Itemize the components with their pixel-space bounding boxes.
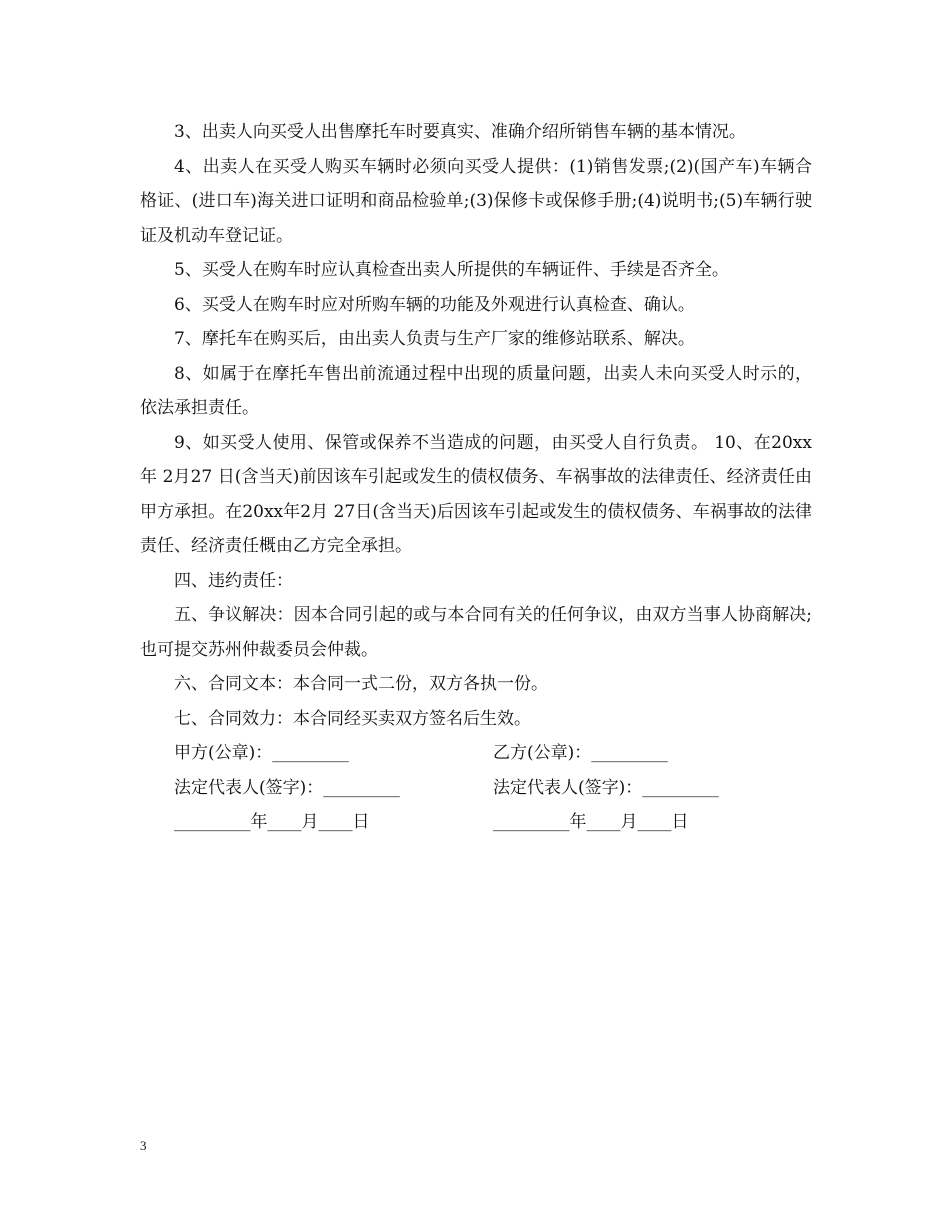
- party-b-date: _________年____月____日: [493, 812, 689, 832]
- party-a-representative: 法定代表人(签字)：_________: [174, 777, 400, 798]
- section-contract-effect: 七、合同效力：本合同经买卖双方签名后生效。: [174, 708, 531, 729]
- party-b-representative: 法定代表人(签字)：_________: [493, 777, 719, 798]
- clause-9-10: 9、如买受人使用、保管或保养不当造成的问题，由买受人自行负责。 10、在20xx年 2月27 日(含当天)前因该车引起或发生的债权债务、车祸事故的法律责任、经济责任由甲方承担。在20xx年2月 27日(含当天)后因该车引起或发生的债权债务、车祸事故的法律责任、经济责任概由乙方完全承担。: [140, 432, 812, 556]
- signature-seal-row: [140, 736, 812, 771]
- clause-8: 8、如属于在摩托车售出前流通过程中出现的质量问题，出卖人未向买受人时示的，依法承担责任。: [140, 363, 812, 418]
- document-body: [140, 115, 812, 840]
- clause-3: 3、出卖人向买受人出售摩托车时要真实、准确介绍所销售车辆的基本情况。: [174, 122, 746, 142]
- clause-4: 4、出卖人在买受人购买车辆时必须向买受人提供：(1)销售发票;(2)(国产车)车辆合格证、(进口车)海关进口证明和商品检验单;(3)保修卡或保修手册;(4)说明书;(5)车辆行驶证及机动车登记证。: [140, 156, 812, 246]
- page-number: 3: [140, 1138, 147, 1153]
- section-breach-liability: 四、违约责任：: [174, 570, 293, 591]
- clause-6: 6、买受人在购车时应对所购车辆的功能及外观进行认真检查、确认。: [174, 294, 695, 315]
- section-contract-copies: 六、合同文本：本合同一式二份，双方各执一份。: [174, 674, 548, 694]
- section-dispute-resolution: 五、争议解决：因本合同引起的或与本合同有关的任何争议，由双方当事人协商解决;也可提交苏州仲裁委员会仲裁。: [140, 605, 812, 660]
- party-a-date: _________年____月____日: [174, 812, 370, 832]
- signature-rep-row: [140, 771, 812, 806]
- party-b-seal: 乙方(公章)：_________: [493, 743, 668, 763]
- party-a-seal: 甲方(公章)：_________: [174, 743, 349, 763]
- clause-5: 5、买受人在购车时应认真检查出卖人所提供的车辆证件、手续是否齐全。: [174, 260, 729, 280]
- clause-7: 7、摩托车在购买后，由出卖人负责与生产厂家的维修站联系、解决。: [174, 329, 695, 349]
- signature-date-row: [140, 805, 812, 840]
